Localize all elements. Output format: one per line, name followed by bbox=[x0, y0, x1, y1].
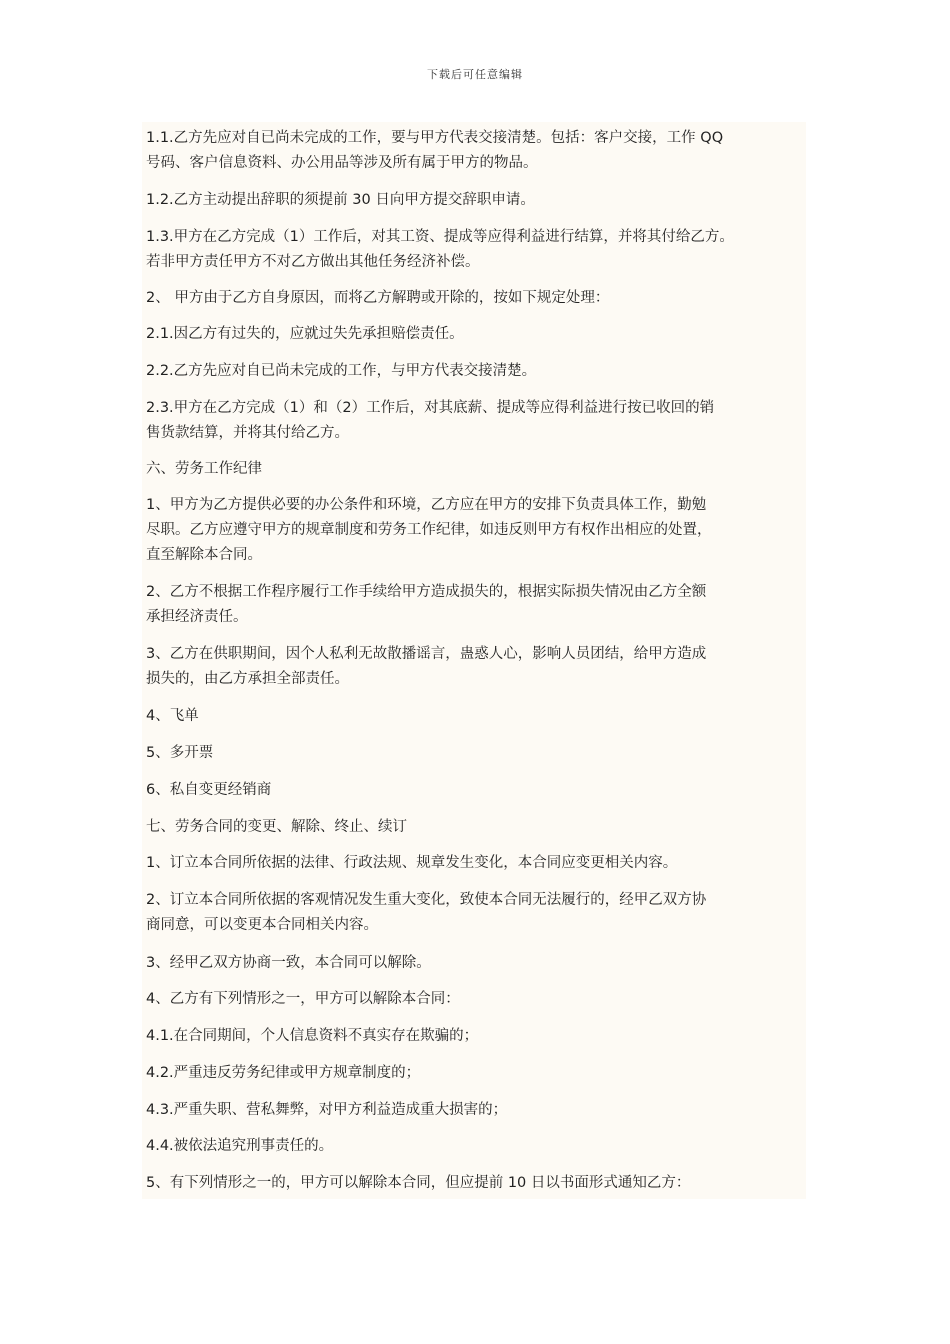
paragraph bbox=[146, 359, 806, 384]
text-line: 1.3.甲方在乙方完成（1）工作后，对其工资、提成等应得利益进行结算，并将其付给乙方。 bbox=[146, 229, 734, 245]
paragraph bbox=[146, 580, 806, 630]
paragraph bbox=[146, 987, 806, 1012]
text-line: 损失的，由乙方承担全部责任。 bbox=[146, 671, 349, 687]
text-line: 直至解除本合同。 bbox=[146, 547, 262, 563]
text-line: 4.3.严重失职、营私舞弊，对甲方利益造成重大损害的； bbox=[146, 1102, 508, 1118]
text-line: 2、乙方不根据工作程序履行工作手续给甲方造成损失的，根据实际损失情况由乙方全额 bbox=[146, 584, 707, 600]
page-header-note: 下载后可任意编辑 bbox=[427, 68, 523, 81]
text-line: 4.1.在合同期间，个人信息资料不真实存在欺骗的； bbox=[146, 1028, 479, 1044]
text-line: 号码、客户信息资料、办公用品等涉及所有属于甲方的物品。 bbox=[146, 155, 538, 171]
paragraph bbox=[146, 225, 806, 275]
text-line: 6、私自变更经销商 bbox=[146, 782, 272, 798]
text-line: 3、乙方在供职期间，因个人私利无故散播谣言，蛊惑人心，影响人员团结，给甲方造成 bbox=[146, 646, 707, 662]
text-line: 1、订立本合同所依据的法律、行政法规、规章发生变化，本合同应变更相关内容。 bbox=[146, 855, 678, 871]
text-line: 4、飞单 bbox=[146, 708, 199, 724]
paragraph bbox=[146, 1171, 806, 1196]
paragraph bbox=[146, 126, 806, 176]
text-line: 承担经济责任。 bbox=[146, 609, 248, 625]
text-line: 3、经甲乙双方协商一致，本合同可以解除。 bbox=[146, 955, 431, 971]
text-line: 2.2.乙方先应对自已尚未完成的工作，与甲方代表交接清楚。 bbox=[146, 363, 537, 379]
text-line: 2、 甲方由于乙方自身原因，而将乙方解聘或开除的，按如下规定处理： bbox=[146, 290, 610, 306]
text-line: 尽职。乙方应遵守甲方的规章制度和劳务工作纪律，如违反则甲方有权作出相应的处置， bbox=[146, 522, 712, 538]
text-line: 4.4.被依法追究刑事责任的。 bbox=[146, 1138, 334, 1154]
paragraph bbox=[146, 951, 806, 976]
paragraph bbox=[146, 1134, 806, 1159]
section-heading: 七、劳务合同的变更、解除、终止、续订 bbox=[146, 819, 407, 835]
text-line: 若非甲方责任甲方不对乙方做出其他任务经济补偿。 bbox=[146, 254, 480, 270]
paragraph bbox=[146, 457, 806, 482]
paragraph bbox=[146, 1061, 806, 1086]
paragraph bbox=[146, 888, 806, 938]
paragraph bbox=[146, 1098, 806, 1123]
text-line: 1.2.乙方主动提出辞职的须提前 30 日向甲方提交辞职申请。 bbox=[146, 192, 535, 208]
paragraph bbox=[146, 778, 806, 803]
paragraph bbox=[146, 286, 806, 311]
paragraph bbox=[146, 642, 806, 692]
section-heading: 六、劳务工作纪律 bbox=[146, 461, 262, 477]
paragraph bbox=[146, 815, 806, 840]
paragraph bbox=[146, 322, 806, 347]
paragraph bbox=[146, 1024, 806, 1049]
paragraph bbox=[146, 396, 806, 446]
text-line: 4、乙方有下列情形之一，甲方可以解除本合同： bbox=[146, 991, 460, 1007]
paragraph bbox=[146, 493, 806, 568]
paragraph bbox=[146, 704, 806, 729]
text-line: 5、有下列情形之一的，甲方可以解除本合同，但应提前 10 日以书面形式通知乙方： bbox=[146, 1175, 691, 1191]
paragraph bbox=[146, 741, 806, 766]
text-line: 商同意，可以变更本合同相关内容。 bbox=[146, 917, 378, 933]
paragraph bbox=[146, 851, 806, 876]
text-line: 4.2.严重违反劳务纪律或甲方规章制度的； bbox=[146, 1065, 421, 1081]
text-line: 2.3.甲方在乙方完成（1）和（2）工作后，对其底薪、提成等应得利益进行按已收回的销 bbox=[146, 400, 715, 416]
text-line: 2.1.因乙方有过失的，应就过失先承担赔偿责任。 bbox=[146, 326, 464, 342]
text-line: 1.1.乙方先应对自已尚未完成的工作，要与甲方代表交接清楚。包括：客户交接，工作 QQ bbox=[146, 130, 724, 146]
paragraph bbox=[146, 188, 806, 213]
text-line: 5、多开票 bbox=[146, 745, 214, 761]
text-line: 1、甲方为乙方提供必要的办公条件和环境，乙方应在甲方的安排下负责具体工作，勤勉 bbox=[146, 497, 707, 513]
text-line: 售货款结算，并将其付给乙方。 bbox=[146, 425, 349, 441]
text-line: 2、订立本合同所依据的客观情况发生重大变化，致使本合同无法履行的，经甲乙双方协 bbox=[146, 892, 707, 908]
document-body bbox=[142, 122, 806, 1199]
